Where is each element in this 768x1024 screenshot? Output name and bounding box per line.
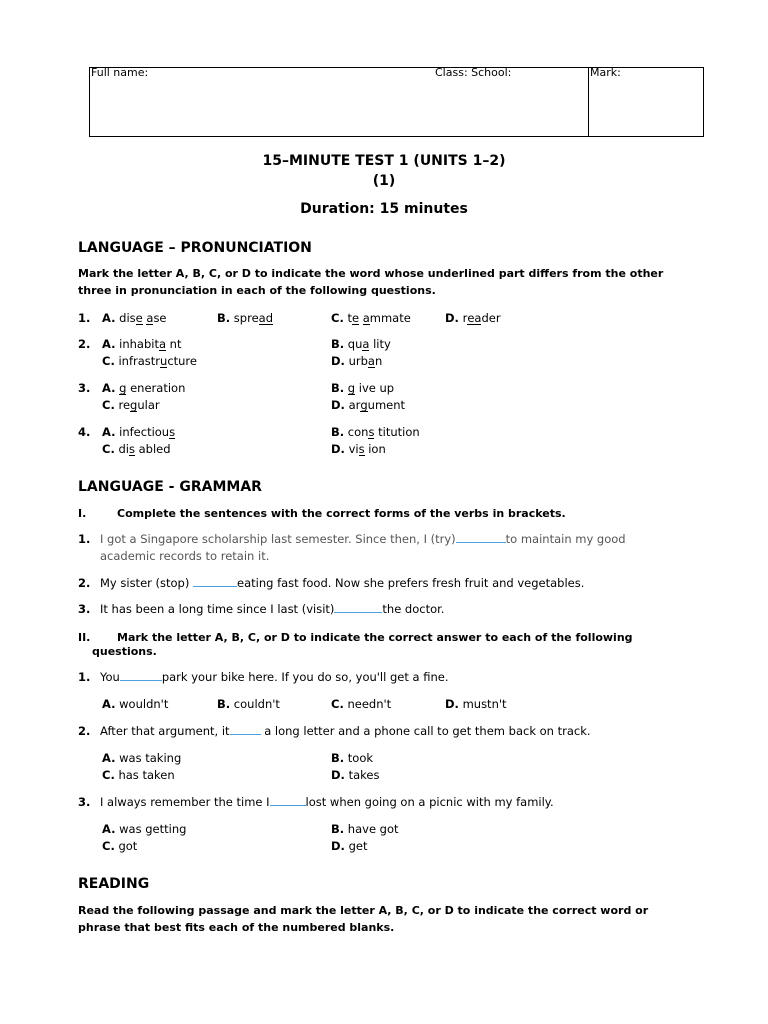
option-c[interactable]: C. has taken bbox=[102, 768, 175, 782]
option-b: B. spread bbox=[217, 311, 273, 325]
question-number: 1. bbox=[78, 670, 91, 684]
question-number: 2. bbox=[78, 724, 91, 738]
option-d: D. argument bbox=[331, 398, 406, 412]
test-number: (1) bbox=[372, 173, 396, 189]
option-b: B. g ive up bbox=[331, 381, 395, 395]
mark-label: Mark: bbox=[590, 66, 621, 79]
option-c: C. te ammate bbox=[331, 311, 411, 325]
answer-blank[interactable] bbox=[193, 577, 237, 587]
option-c: C. regular bbox=[102, 398, 160, 412]
answer-blank[interactable] bbox=[270, 796, 306, 806]
option-c[interactable]: C. got bbox=[102, 839, 138, 853]
mc-q1-text: You park your bike here. If you do so, you'll get a fine. bbox=[100, 670, 449, 684]
question-number: 1. bbox=[78, 311, 91, 325]
grammar-q2-text: My sister (stop) eating fast food. Now she prefers fresh fruit and vegetables. bbox=[100, 576, 585, 590]
grammar-heading: LANGUAGE - GRAMMAR bbox=[78, 479, 262, 495]
full-name-label: Full name: bbox=[91, 66, 149, 79]
reading-instruction-1: Read the following passage and mark the letter A, B, C, or D to indicate the correct word or bbox=[78, 904, 649, 917]
option-d[interactable]: D. get bbox=[331, 839, 368, 853]
option-d: D. vis ion bbox=[331, 442, 386, 456]
grammar-part1-instruction: Complete the sentences with the correct forms of the verbs in brackets. bbox=[117, 507, 566, 520]
option-b: B. qua lity bbox=[331, 337, 391, 351]
class-school-label: Class: School: bbox=[435, 66, 512, 79]
grammar-q1-text: I got a Singapore scholarship last semester. Since then, I (try) to maintain my good bbox=[100, 532, 626, 546]
option-b: B. cons titution bbox=[331, 425, 420, 439]
answer-blank[interactable] bbox=[456, 533, 506, 543]
option-b[interactable]: B. couldn't bbox=[217, 697, 280, 711]
option-d: D. urban bbox=[331, 354, 383, 368]
option-b[interactable]: B. took bbox=[331, 751, 374, 765]
grammar-q3-text: It has been a long time since I last (visit) the doctor. bbox=[100, 602, 445, 616]
pronunciation-instruction-1: Mark the letter A, B, C, or D to indicate the word whose underlined part differs from the other bbox=[78, 267, 664, 280]
option-a: A. infectious bbox=[102, 425, 176, 439]
part-number: I. bbox=[78, 507, 87, 520]
option-a[interactable]: A. was taking bbox=[102, 751, 182, 765]
option-a: A. inhabita nt bbox=[102, 337, 182, 351]
option-a: A. dise ase bbox=[102, 311, 167, 325]
option-d[interactable]: D. takes bbox=[331, 768, 380, 782]
question-number: 3. bbox=[78, 381, 91, 395]
mc-q3-text: I always remember the time I lost when going on a picnic with my family. bbox=[100, 795, 554, 809]
reading-heading: READING bbox=[78, 876, 150, 892]
question-number: 2. bbox=[78, 337, 91, 351]
answer-blank[interactable] bbox=[120, 671, 162, 681]
pronunciation-heading: LANGUAGE – PRONUNCIATION bbox=[78, 240, 312, 256]
option-d[interactable]: D. mustn't bbox=[445, 697, 507, 711]
info-box-divider bbox=[588, 67, 589, 137]
pronunciation-instruction-2: three in pronunciation in each of the following questions. bbox=[78, 284, 436, 297]
option-c: C. dis abled bbox=[102, 442, 171, 456]
answer-blank[interactable] bbox=[334, 603, 382, 613]
test-title: 15–MINUTE TEST 1 (UNITS 1–2) bbox=[262, 153, 506, 169]
reading-instruction-2: phrase that best fits each of the numbered blanks. bbox=[78, 921, 395, 934]
question-number: 3. bbox=[78, 795, 91, 809]
option-c: C. infrastructure bbox=[102, 354, 197, 368]
option-c[interactable]: C. needn't bbox=[331, 697, 392, 711]
option-a: A. g eneration bbox=[102, 381, 186, 395]
question-number: 3. bbox=[78, 602, 91, 616]
question-number: 4. bbox=[78, 425, 91, 439]
option-a[interactable]: A. wouldn't bbox=[102, 697, 169, 711]
mc-q2-text: After that argument, it a long letter and a phone call to get them back on track. bbox=[100, 724, 591, 738]
grammar-part2-instruction-2: questions. bbox=[92, 645, 157, 658]
option-a[interactable]: A. was getting bbox=[102, 822, 187, 836]
grammar-part2-instruction-1: Mark the letter A, B, C, or D to indicate the correct answer to each of the following bbox=[117, 631, 633, 644]
question-number: 2. bbox=[78, 576, 91, 590]
grammar-q1-text-cont: academic records to retain it. bbox=[100, 549, 270, 563]
test-duration: Duration: 15 minutes bbox=[300, 201, 468, 217]
option-d: D. reader bbox=[445, 311, 501, 325]
question-number: 1. bbox=[78, 532, 91, 546]
answer-blank[interactable] bbox=[230, 725, 261, 735]
option-b[interactable]: B. have got bbox=[331, 822, 399, 836]
part-number: II. bbox=[78, 631, 91, 644]
